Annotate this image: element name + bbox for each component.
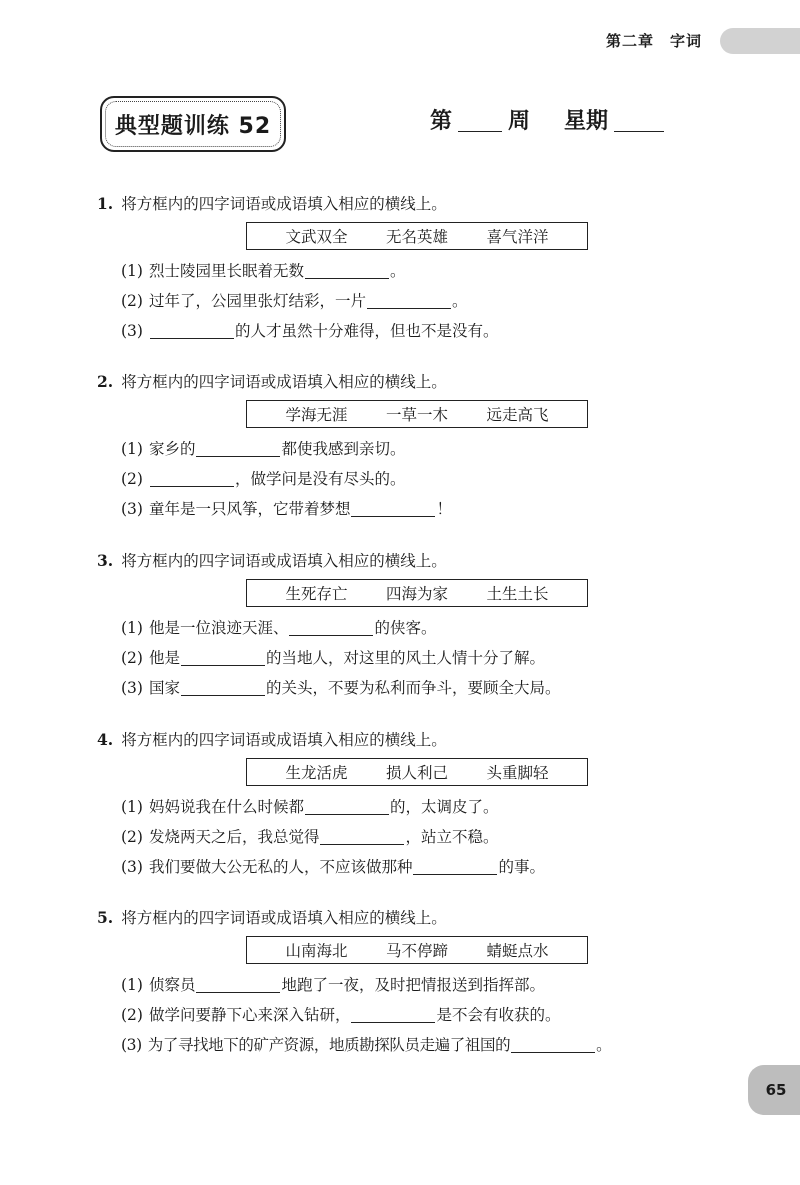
week-prefix: 第 <box>430 108 453 134</box>
exercise-title-box <box>100 96 286 152</box>
word-option: 土生土长 <box>486 585 549 603</box>
item-text-after: 的事。 <box>498 858 545 876</box>
item-index: (2) <box>121 470 143 488</box>
item-index: (1) <box>121 798 143 816</box>
sentence-item <box>121 673 717 703</box>
item-text-after: 是不会有收获的。 <box>436 1006 561 1024</box>
item-text-before: 童年是一只风筝，它带着梦想 <box>148 500 351 518</box>
item-index: (2) <box>121 1006 143 1024</box>
item-text-before: 为了寻找地下的矿产资源，地质勘探队员走遍了祖国的 <box>147 1036 511 1054</box>
answer-blank[interactable] <box>289 617 373 636</box>
item-text-after: 。 <box>596 1036 612 1054</box>
word-option: 一草一木 <box>385 406 448 424</box>
week-day-line <box>430 104 664 135</box>
answer-blank[interactable] <box>150 468 234 487</box>
answer-blank[interactable] <box>150 320 234 339</box>
sentence-item <box>121 1000 717 1030</box>
item-text-before: 他是 <box>148 649 180 667</box>
word-option: 生死存亡 <box>285 585 348 603</box>
sentence-item <box>121 792 717 822</box>
chapter-label: 第二章 字词 <box>605 32 702 50</box>
item-text-before: 国家 <box>148 679 180 697</box>
question-5 <box>97 904 717 1060</box>
item-text-after: 的人才虽然十分难得，但也不是没有。 <box>234 322 499 340</box>
word-option: 马不停蹄 <box>385 942 448 960</box>
question-2 <box>97 368 717 524</box>
word-option: 山南海北 <box>285 942 348 960</box>
item-text-before: 侦察员 <box>148 976 196 994</box>
sentence-item <box>121 464 717 494</box>
answer-blank[interactable] <box>181 647 265 666</box>
word-option: 蜻蜓点水 <box>486 942 549 960</box>
word-option: 喜气洋洋 <box>486 228 549 246</box>
answer-blank[interactable] <box>305 260 389 279</box>
weekday-blank[interactable] <box>614 111 664 132</box>
item-index: (2) <box>121 292 143 310</box>
answer-blank[interactable] <box>320 826 404 845</box>
item-text-before: 家乡的 <box>148 440 196 458</box>
sentence-item <box>121 643 717 673</box>
question-heading <box>97 547 717 575</box>
week-blank[interactable] <box>458 111 502 132</box>
question-instruction: 将方框内的四字词语或成语填入相应的横线上。 <box>121 909 447 927</box>
sentence-item <box>121 494 717 524</box>
header-tab <box>720 28 800 54</box>
answer-blank[interactable] <box>196 438 280 457</box>
question-heading <box>97 904 717 932</box>
weekday-label: 星期 <box>564 108 609 134</box>
item-text-after: 。 <box>451 292 468 310</box>
answer-blank[interactable] <box>511 1034 595 1053</box>
item-index: (1) <box>121 262 143 280</box>
item-text-after: ，站立不稳。 <box>405 828 499 846</box>
item-text-before: 我们要做大公无私的人，不应该做那种 <box>148 858 413 876</box>
item-index: (2) <box>121 649 143 667</box>
word-option: 文武双全 <box>285 228 348 246</box>
item-text-before: 过年了，公园里张灯结彩，一片 <box>148 292 366 310</box>
question-4 <box>97 726 717 882</box>
item-text-after: 地跑了一夜，及时把情报送到指挥部。 <box>281 976 545 994</box>
answer-blank[interactable] <box>196 974 280 993</box>
item-text-before: 烈士陵园里长眠着无数 <box>148 262 304 280</box>
item-text-before: 妈妈说我在什么时候都 <box>148 798 304 816</box>
item-text-before: 做学问要静下心来深入钻研， <box>148 1006 351 1024</box>
item-index: (3) <box>121 679 143 697</box>
word-option: 无名英雄 <box>385 228 448 246</box>
item-text-before: 他是一位浪迹天涯、 <box>148 619 289 637</box>
item-index: (3) <box>121 1036 142 1054</box>
item-text-after: 的关头，不要为私利而争斗，要顾全大局。 <box>265 679 561 697</box>
answer-blank[interactable] <box>181 677 265 696</box>
question-number: 2. <box>97 372 114 391</box>
answer-blank[interactable] <box>351 1004 435 1023</box>
question-3 <box>97 547 717 703</box>
item-text-after: 。 <box>389 262 406 280</box>
question-number: 5. <box>97 908 114 927</box>
sentence-item <box>121 316 717 346</box>
word-option: 四海为家 <box>385 585 448 603</box>
question-instruction: 将方框内的四字词语或成语填入相应的横线上。 <box>121 552 447 570</box>
item-index: (1) <box>121 619 143 637</box>
sentence-item <box>121 822 717 852</box>
sentence-item <box>121 256 717 286</box>
word-option: 生龙活虎 <box>285 764 348 782</box>
sentence-item <box>121 1030 717 1060</box>
word-bank <box>246 222 588 250</box>
exercise-title: 典型题训练 52 <box>114 113 272 139</box>
item-index: (1) <box>121 976 143 994</box>
sentence-item <box>121 434 717 464</box>
item-index: (1) <box>121 440 143 458</box>
item-text-before: 发烧两天之后，我总觉得 <box>148 828 320 846</box>
sentence-item <box>121 852 717 882</box>
answer-blank[interactable] <box>413 856 497 875</box>
question-heading <box>97 190 717 218</box>
sentence-item <box>121 286 717 316</box>
word-option: 学海无涯 <box>285 406 348 424</box>
question-heading <box>97 726 717 754</box>
item-text-after: 的，太调皮了。 <box>389 798 499 816</box>
week-suffix: 周 <box>508 108 531 134</box>
item-index: (3) <box>121 500 143 518</box>
item-index: (2) <box>121 828 143 846</box>
question-heading <box>97 368 717 396</box>
word-bank <box>246 758 588 786</box>
item-text-after: 都使我感到亲切。 <box>281 440 406 458</box>
sentence-item <box>121 970 717 1000</box>
word-option: 损人利己 <box>385 764 448 782</box>
item-index: (3) <box>121 322 143 340</box>
question-number: 4. <box>97 730 114 749</box>
word-bank <box>246 936 588 964</box>
item-text-after: 的侠客。 <box>374 619 437 637</box>
page-number: 65 <box>748 1065 800 1115</box>
word-option: 远走高飞 <box>486 406 549 424</box>
question-number: 3. <box>97 551 114 570</box>
question-instruction: 将方框内的四字词语或成语填入相应的横线上。 <box>121 195 447 213</box>
item-text-after: 的当地人，对这里的风土人情十分了解。 <box>265 649 545 667</box>
item-text-after: ！ <box>436 500 452 518</box>
answer-blank[interactable] <box>305 796 389 815</box>
question-instruction: 将方框内的四字词语或成语填入相应的横线上。 <box>121 373 447 391</box>
question-number: 1. <box>97 194 114 213</box>
word-bank <box>246 579 588 607</box>
question-instruction: 将方框内的四字词语或成语填入相应的横线上。 <box>121 731 447 749</box>
word-option: 头重脚轻 <box>486 764 549 782</box>
item-index: (3) <box>121 858 143 876</box>
answer-blank[interactable] <box>351 498 435 517</box>
sentence-item <box>121 613 717 643</box>
question-1 <box>97 190 717 346</box>
answer-blank[interactable] <box>367 290 451 309</box>
word-bank <box>246 400 588 428</box>
item-text-after: ，做学问是没有尽头的。 <box>234 470 406 488</box>
